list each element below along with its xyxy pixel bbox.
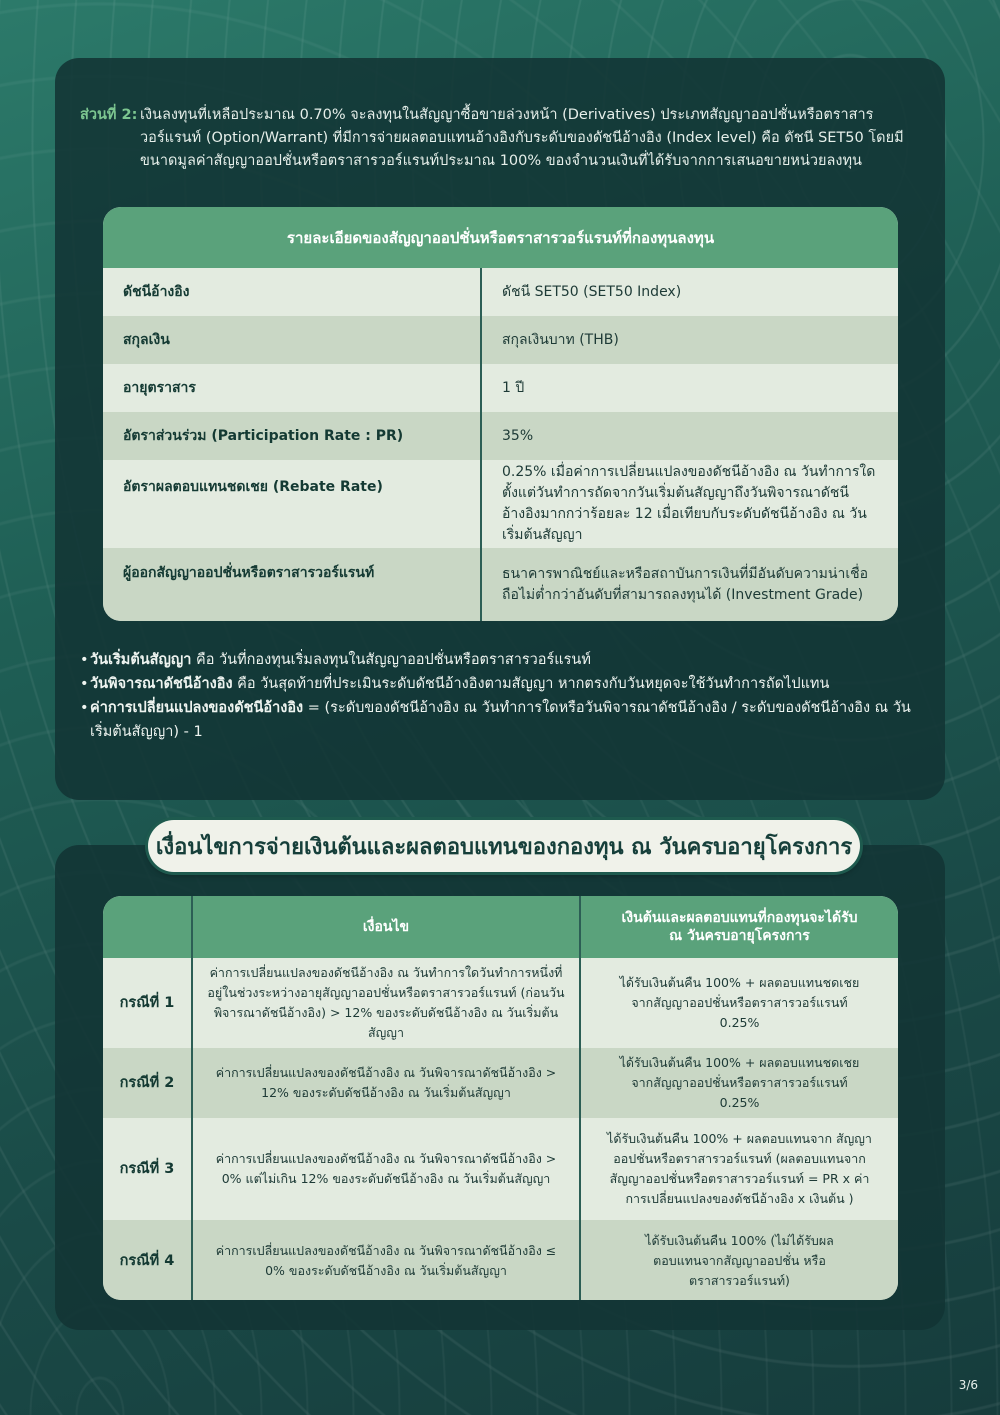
table-row (103, 548, 898, 621)
table-row (103, 1118, 898, 1220)
bullet-icon: • (80, 652, 89, 668)
bullet-icon: • (80, 676, 89, 692)
payout-conditions-table (103, 896, 898, 1300)
table-row (103, 460, 898, 548)
spec-value: 35% (502, 428, 534, 444)
bullet-icon: • (80, 700, 89, 716)
column-header-condition: เงื่อนไข (192, 896, 580, 958)
list-item (80, 672, 930, 696)
definitions-list (80, 648, 930, 744)
spec-label: สกุลเงิน (103, 316, 481, 364)
spec-label: อัตราส่วนร่วม (Participation Rate : PR) (103, 412, 481, 460)
case-condition: ค่าการเปลี่ยนแปลงของดัชนีอ้างอิง ณ วันพิจารณาดัชนีอ้างอิง > 12% ของระดับดัชนีอ้างอิง ณ วันเริ่มต้นสัญญา (192, 1048, 580, 1118)
part2-text: เงินลงทุนที่เหลือประมาณ 0.70% จะลงทุนในสัญญาซื้อขายล่วงหน้า (Derivatives) ประเภทสัญญาออปชั่นหรือตราสารวอร์แรนท์ (Option/Warrant) ที่มีการจ่ายผลตอบแทนอ้างอิงกับระดับของดัชนีอ้างอิง (Index level) คือ ดัชนี SET50 โดยมีขนาดมูลค่าสัญญาออปชั่นหรือตราสารวอร์แรนท์ประมาณ 100% ของจำนวนเงินที่ได้รับจากการเสนอขายหน่วยลงทุน (140, 107, 904, 169)
case-payout: ได้รับเงินต้นคืน 100% + ผลตอบแทนชดเชย จากสัญญาออปชั่นหรือตราสารวอร์แรนท์ 0.25% (619, 1055, 860, 1110)
case-label: กรณีที่ 2 (103, 1048, 192, 1118)
definition-text: คือ วันที่กองทุนเริ่มลงทุนในสัญญาออปชั่นหรือตราสารวอร์แรนท์ (191, 652, 591, 668)
option-spec-table (103, 207, 898, 621)
case-label: กรณีที่ 3 (103, 1118, 192, 1220)
spec-value: ธนาคารพาณิชย์และหรือสถาบันการเงินที่มีอันดับความน่าเชื่อถือไม่ต่ำกว่าอันดับที่สามารถลงทุนได้ (Investment Grade) (502, 565, 869, 603)
definition-term: ค่าการเปลี่ยนแปลงของดัชนีอ้างอิง (90, 700, 304, 716)
spec-value: 0.25% เมื่อค่าการเปลี่ยนแปลงของดัชนีอ้างอิง ณ วันทำการใดตั้งแต่วันทำการถัดจากวันเริ่มต้นสัญญาถึงวันพิจารณาดัชนีอ้างอิงมากกว่าร้อยละ 12 เมื่อเทียบกับระดับดัชนีอ้างอิง ณ วันเริ่มต้นสัญญา (502, 464, 876, 543)
part2-paragraph (80, 104, 925, 173)
column-header-case (103, 896, 192, 958)
table-row (103, 412, 898, 460)
case-payout: ได้รับเงินต้นคืน 100% + ผลตอบแทนชดเชย จากสัญญาออปชั่นหรือตราสารวอร์แรนท์ 0.25% (619, 975, 860, 1030)
table-row (103, 268, 898, 316)
table-header-row (103, 896, 898, 958)
definition-term: วันพิจารณาดัชนีอ้างอิง (90, 676, 233, 692)
page-number: 3/6 (958, 1378, 978, 1392)
option-spec-table-header: รายละเอียดของสัญญาออปชั่นหรือตราสารวอร์แรนท์ที่กองทุนลงทุน (103, 207, 898, 268)
section-title: เงื่อนไขการจ่ายเงินต้นและผลตอบแทนของกองทุน ณ วันครบอายุโครงการ (148, 820, 860, 872)
case-label: กรณีที่ 1 (103, 958, 192, 1048)
table-row (103, 364, 898, 412)
definition-text: คือ วันสุดท้ายที่ประเมินระดับดัชนีอ้างอิงตามสัญญา หากตรงกับวันหยุดจะใช้วันทำการถัดไปแทน (232, 676, 830, 692)
table-row (103, 316, 898, 364)
case-condition: ค่าการเปลี่ยนแปลงของดัชนีอ้างอิง ณ วันพิจารณาดัชนีอ้างอิง ≤ 0% ของระดับดัชนีอ้างอิง ณ วันเริ่มต้นสัญญา (192, 1220, 580, 1300)
case-payout: ได้รับเงินต้นคืน 100% + ผลตอบแทนจาก สัญญาออปชั่นหรือตราสารวอร์แรนท์ (ผลตอบแทนจากสัญญาออปชั่นหรือตราสารวอร์แรนท์ = PR x ค่าการเปลี่ยนแปลงของดัชนีอ้างอิง x เงินต้น ) (607, 1131, 872, 1206)
spec-label: อายุตราสาร (103, 364, 481, 412)
case-condition: ค่าการเปลี่ยนแปลงของดัชนีอ้างอิง ณ วันพิจารณาดัชนีอ้างอิง > 0% แต่ไม่เกิน 12% ของระดับดัชนีอ้างอิง ณ วันเริ่มต้นสัญญา (192, 1118, 580, 1220)
part2-label: ส่วนที่ 2: (80, 107, 138, 123)
case-condition: ค่าการเปลี่ยนแปลงของดัชนีอ้างอิง ณ วันทำการใดวันทำการหนึ่งที่อยู่ในช่วงระหว่างอายุสัญญาออปชั่นหรือตราสารวอร์แรนท์ (ก่อนวันพิจารณาดัชนีอ้างอิง) > 12% ของระดับดัชนีอ้างอิง ณ วันเริ่มต้นสัญญา (192, 958, 580, 1048)
list-item (80, 648, 930, 672)
table-row (103, 1220, 898, 1300)
spec-value: สกุลเงินบาท (THB) (502, 332, 619, 348)
spec-label: ผู้ออกสัญญาออปชั่นหรือตราสารวอร์แรนท์ (103, 548, 481, 621)
list-item (80, 696, 930, 744)
spec-value: ดัชนี SET50 (SET50 Index) (502, 284, 682, 300)
option-spec-rows (103, 268, 898, 621)
spec-label: อัตราผลตอบแทนชดเชย (Rebate Rate) (103, 460, 481, 548)
spec-label: ดัชนีอ้างอิง (103, 268, 481, 316)
column-header-payout: เงินต้นและผลตอบแทนที่กองทุนจะได้รับ ณ วันครบอายุโครงการ (580, 896, 898, 958)
table-row (103, 1048, 898, 1118)
definition-text: = (ระดับของดัชนีอ้างอิง ณ วันทำการใดหรือวันพิจารณาดัชนีอ้างอิง / ระดับของดัชนีอ้างอิง ณ วันเริ่มต้นสัญญา) - 1 (90, 700, 911, 740)
case-label: กรณีที่ 4 (103, 1220, 192, 1300)
case-payout: ได้รับเงินต้นคืน 100% (ไม่ได้รับผลตอบแทนจากสัญญาออปชั่น หรือตราสารวอร์แรนท์) (645, 1233, 834, 1288)
payout-conditions-rows (103, 896, 898, 1300)
spec-value: 1 ปี (502, 380, 525, 396)
table-row (103, 958, 898, 1048)
definition-term: วันเริ่มต้นสัญญา (90, 652, 192, 668)
